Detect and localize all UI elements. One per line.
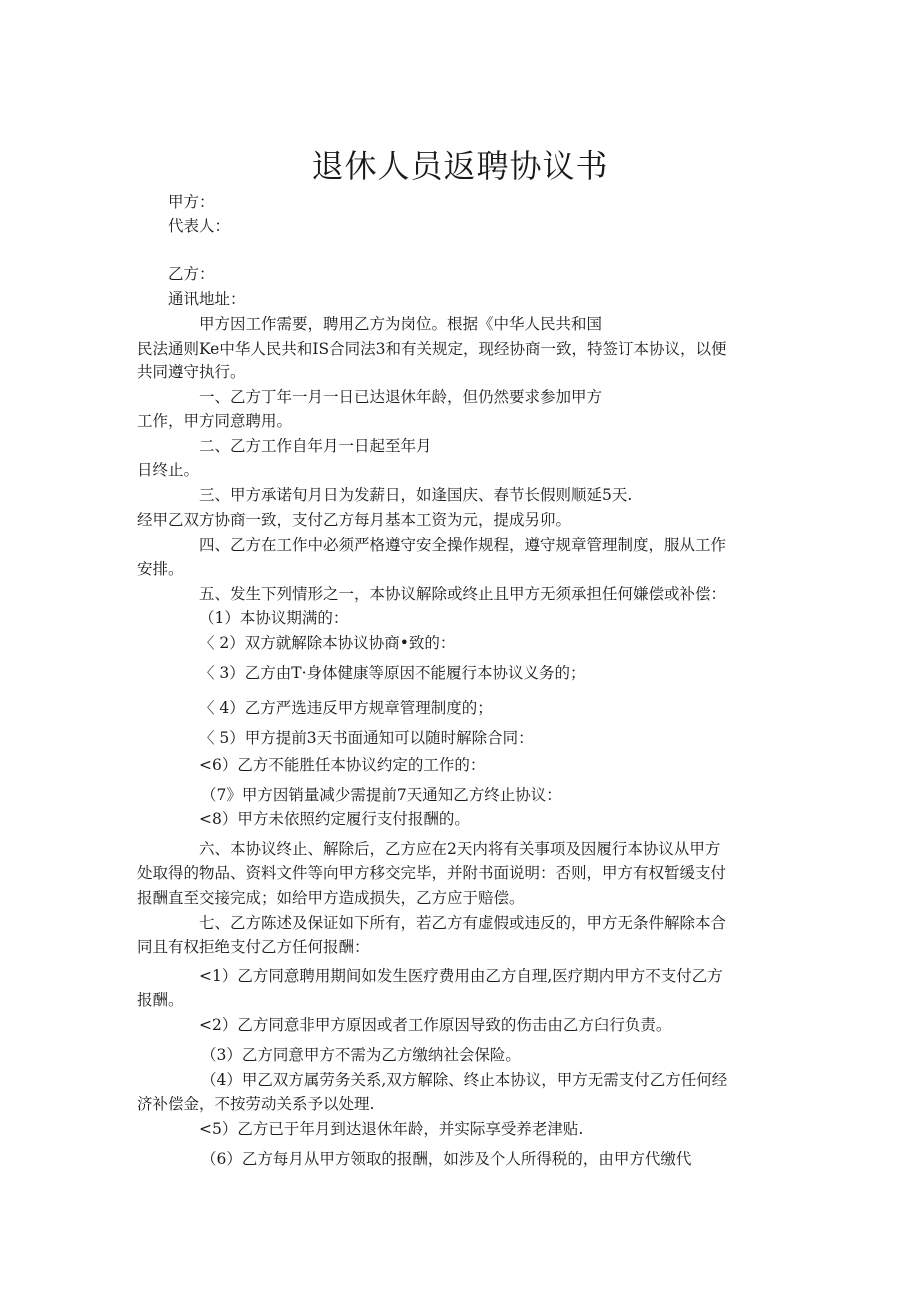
- clause-7-item: <5）乙方已于年月到达退休年龄，并实际享受养老津贴.: [199, 1120, 584, 1138]
- document-title: 退休人员返聘协议书: [311, 147, 609, 185]
- clause-7-item: <1）乙方同意聘用期间如发生医疗费用由乙方自理,医疗期内甲方不支付乙方: [199, 967, 723, 985]
- clause-5-item: <8）甲方未依照约定履行支付报酬的。: [199, 810, 470, 828]
- clause-5-item: 〈 4）乙方严选违反甲方规章管理制度的；: [199, 699, 493, 717]
- clause-7-item: （3）乙方同意甲方不需为乙方缴纳社会保险。: [201, 1046, 521, 1064]
- clause-7-item: （6）乙方每月从甲方领取的报酬，如涉及个人所得税的，由甲方代缴代: [201, 1150, 692, 1168]
- clause-5-item: 〈 2）双方就解除本协议协商•致的：: [199, 634, 456, 652]
- party-b-label: 乙方：: [168, 265, 215, 283]
- clause-7-item: （4）甲乙双方属劳务关系,双方解除、终止本协议，甲方无需支付乙方任何经: [201, 1071, 728, 1089]
- clause-1-line: 一、乙方丁年一月一日已达退休年龄，但仍然要求参加甲方: [199, 388, 603, 406]
- address-label: 通讯地址：: [168, 290, 246, 308]
- clause-5-item: <6）乙方不能胜任本协议约定的工作的：: [199, 756, 486, 774]
- clause-6-line: 报酬直至交接完成；如给甲方造成损失，乙方应于赔偿。: [137, 889, 525, 907]
- clause-6-line: 六、本协议终止、解除后，乙方应在2天内将有关事项及因履行本协议从甲方: [199, 840, 721, 858]
- clause-5-item: （7》甲方因销量减少需提前7天通知乙方终止协议：: [201, 786, 562, 804]
- clause-7-line: 同且有权拒绝支付乙方任何报酬：: [137, 938, 370, 956]
- clause-2-line: 日终止。: [137, 461, 200, 479]
- clause-7-line: 七、乙方陈述及保证如下所有，若乙方有虚假或违反的，甲方无条件解除本合: [199, 914, 727, 932]
- clause-1-line: 工作，甲方同意聘用。: [137, 412, 293, 430]
- intro-line: 共同遵守执行。: [137, 363, 246, 381]
- clause-5-line: 五、发生下列情形之一，本协议解除或终止且甲方无须承担任何嫌偿或补偿：: [199, 585, 727, 603]
- clause-4-line: 安排。: [137, 560, 184, 578]
- representative-label: 代表人：: [168, 217, 231, 235]
- clause-7-item: 济补偿金，不按劳动关系予以处理.: [137, 1095, 375, 1113]
- intro-line: 民法通则Ke中华人民共和IS合同法3和有关规定，现经协商一致，特签订本协议，以便: [137, 340, 727, 358]
- clause-3-line: 经甲乙双方协商一致，支付乙方每月基本工资为元，提成另卯。: [137, 511, 572, 529]
- intro-line: 甲方因工作需要，聘用乙方为岗位。根据《中华人民共和国: [199, 315, 603, 333]
- clause-6-line: 处取得的物品、资料文件等向甲方移交完毕，并附书面说明：否则，甲方有权暂缓支付: [137, 864, 727, 882]
- clause-5-item: （1）本协议期满的：: [199, 609, 349, 627]
- clause-3-line: 三、甲方承诺旬月日为发薪日，如逢国庆、春节长假则顺延5天.: [199, 486, 633, 504]
- clause-5-item: 〈 3）乙方由T·身体健康等原因不能履行本协议义务的；: [199, 664, 586, 682]
- party-a-label: 甲方：: [168, 193, 215, 211]
- clause-2-line: 二、乙方工作自年月一日起至年月: [199, 437, 432, 455]
- clause-7-item: 报酬。: [137, 991, 184, 1009]
- clause-4-line: 四、乙方在工作中必须严格遵守安全操作规程，遵守规章管理制度，服从工作: [199, 536, 727, 554]
- clause-5-item: 〈 5）甲方提前3天书面通知可以随时解除合同：: [199, 729, 534, 747]
- clause-7-item: <2）乙方同意非甲方原因或者工作原因导致的伤击由乙方臼行负责。: [199, 1016, 672, 1034]
